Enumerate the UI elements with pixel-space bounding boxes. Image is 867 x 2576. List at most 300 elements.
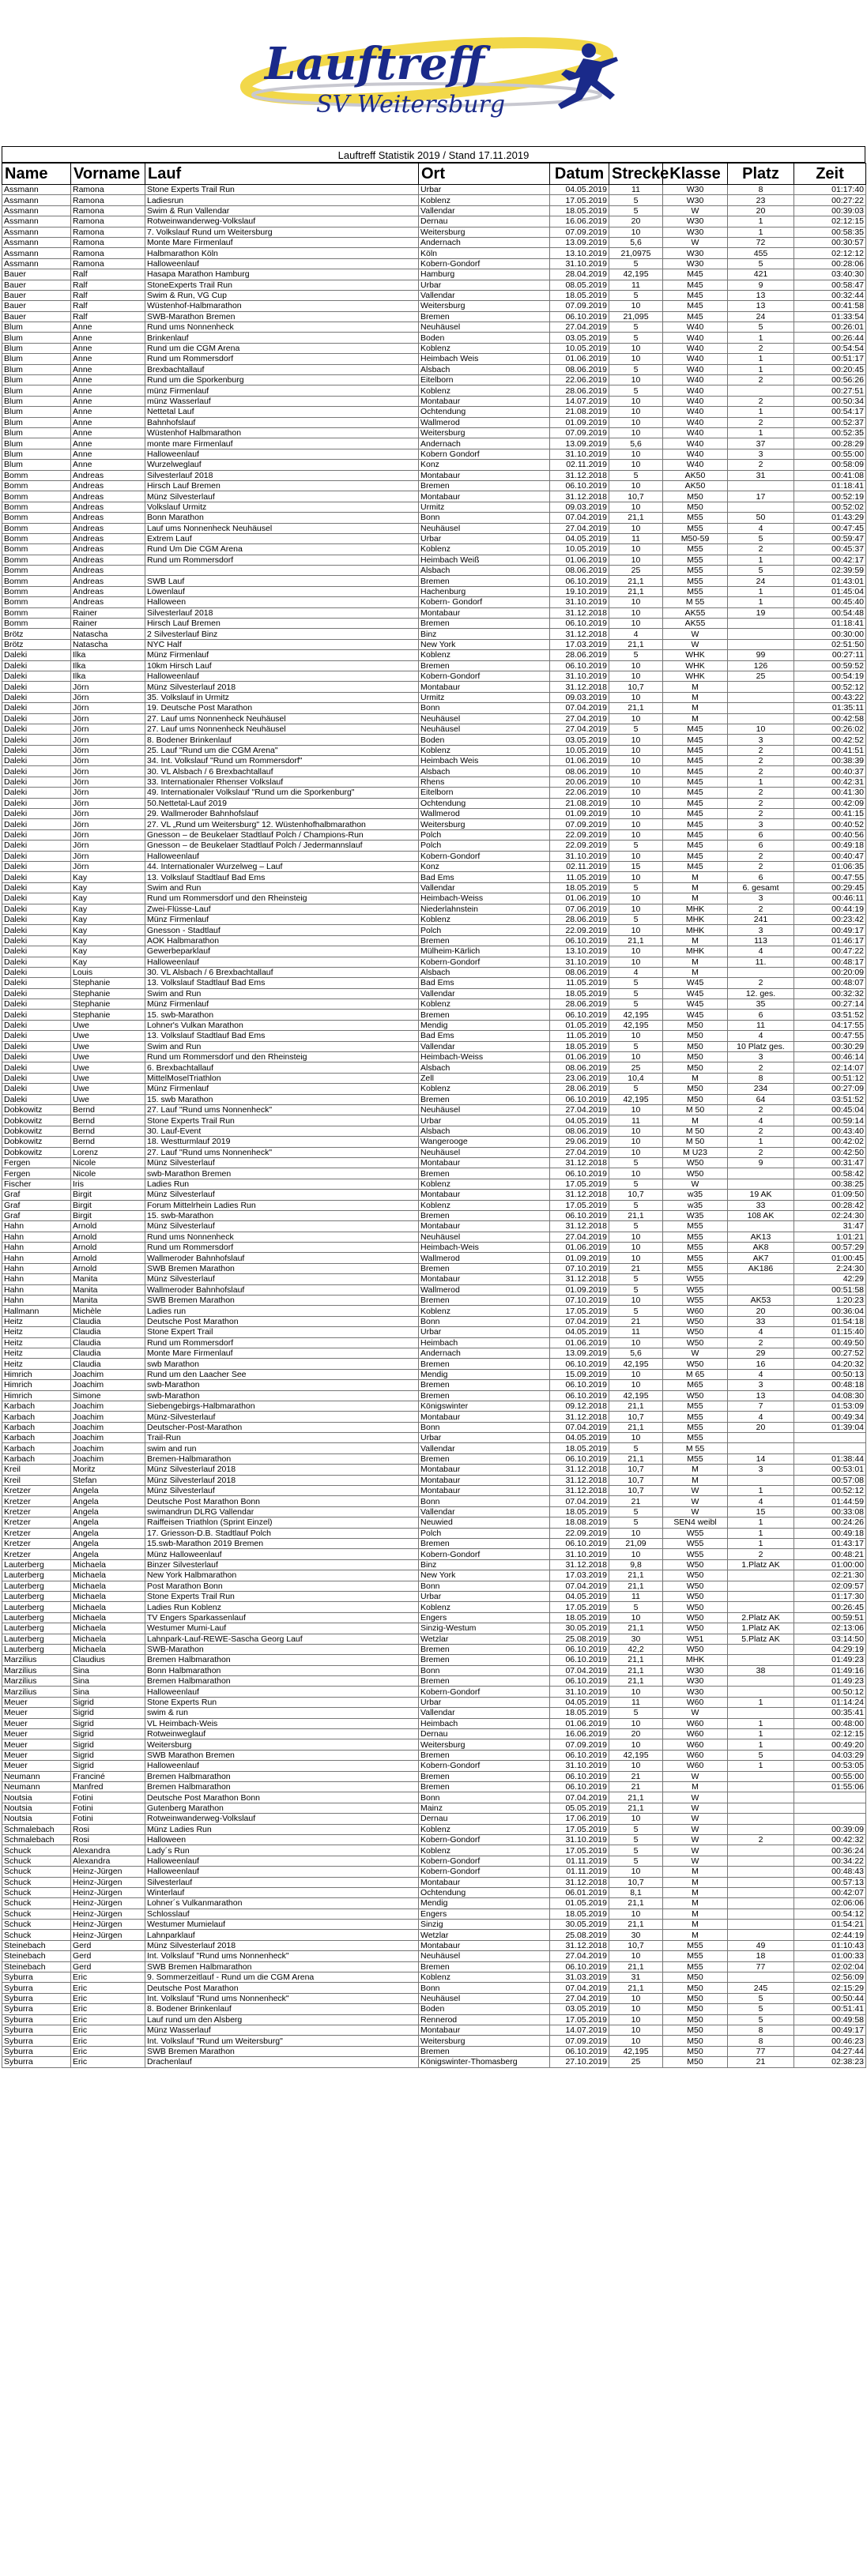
table-row [2,724,866,734]
cell-platz: 38 [728,1665,794,1675]
cell-vorname: Manita [71,1274,145,1284]
table-row [2,735,866,745]
cell-lauf: Lohner´s Vulkanmarathon [145,1898,419,1908]
table-row [2,1771,866,1781]
cell-klasse: W55 [663,1296,728,1306]
cell-zeit: 00:45:40 [794,597,866,607]
cell-platz [728,1771,794,1781]
table-row [2,1200,866,1210]
cell-ort: Wallmerod [419,809,550,819]
cell-strecke: 10 [609,660,663,671]
cell-ort: Alsbach [419,566,550,576]
cell-platz: 50 [728,513,794,523]
cell-strecke: 21 [609,1496,663,1506]
cell-vorname: Andreas [71,566,145,576]
cell-zeit: 00:38:39 [794,756,866,766]
table-row [2,777,866,787]
cell-platz [728,1920,794,1930]
cell-strecke: 20 [609,216,663,227]
cell-zeit: 00:48:07 [794,978,866,988]
cell-lauf: Halloween [145,597,419,607]
table-row [2,925,866,935]
cell-datum: 06.10.2019 [550,1390,609,1401]
cell-lauf: Deutscher-Post-Marathon [145,1422,419,1432]
table-row [2,1031,866,1041]
cell-datum: 01.06.2019 [550,756,609,766]
cell-zeit: 00:49:58 [794,2014,866,2025]
cell-vorname: Heinz-Jürgen [71,1898,145,1908]
cell-strecke: 10 [609,819,663,829]
cell-platz: 14 [728,1453,794,1464]
cell-strecke: 10 [609,2004,663,2014]
cell-name: Syburra [2,2057,71,2067]
cell-klasse: W60 [663,1306,728,1316]
cell-datum: 01.06.2019 [550,1718,609,1728]
cell-ort: Bremen [419,1539,550,1549]
cell-zeit: 00:29:45 [794,882,866,893]
cell-platz [728,967,794,977]
cell-zeit: 02:06:06 [794,1898,866,1908]
cell-name: Bomm [2,555,71,565]
cell-vorname: Joachim [71,1433,145,1443]
cell-name: Syburra [2,2004,71,2014]
cell-datum: 14.07.2019 [550,2025,609,2035]
cell-platz: 1 [728,216,794,227]
cell-klasse: W40 [663,460,728,470]
cell-name: Neumann [2,1781,71,1792]
table-row [2,756,866,766]
cell-strecke: 8,1 [609,1887,663,1897]
cell-klasse: M45 [663,798,728,808]
cell-platz: 1 [728,1729,794,1739]
cell-platz [728,1676,794,1687]
cell-platz: 6 [728,829,794,840]
cell-zeit: 02:14:07 [794,1062,866,1073]
cell-ort: Bremen [419,1390,550,1401]
cell-klasse: W [663,639,728,649]
cell-platz [728,1824,794,1834]
cell-platz: 234 [728,1084,794,1094]
cell-platz: 5 [728,2014,794,2025]
cell-platz [728,682,794,692]
cell-platz: 5 [728,2004,794,2014]
cell-klasse: M50 [663,2036,728,2046]
cell-lauf: Int. Volkslauf "Rund ums Nonnenheck" [145,1951,419,1961]
table-row [2,766,866,777]
cell-strecke: 11 [609,1697,663,1707]
cell-lauf: MittelMoselTriathlon [145,1073,419,1083]
cell-lauf: Rund ums Nonnenheck [145,1232,419,1242]
cell-ort: Bremen [419,1676,550,1687]
cell-datum: 22.09.2019 [550,1528,609,1538]
cell-datum: 08.06.2019 [550,566,609,576]
cell-platz: 1 [728,1697,794,1707]
cell-strecke: 5 [609,1306,663,1316]
cell-datum: 07.04.2019 [550,703,609,713]
col-header-zeit: Zeit [794,164,866,185]
cell-strecke: 5,6 [609,237,663,247]
table-row [2,480,866,491]
cell-zeit: 00:49:18 [794,840,866,851]
cell-klasse: M [663,1867,728,1877]
table-row [2,597,866,607]
cell-name: Kreil [2,1475,71,1485]
cell-datum: 31.10.2019 [550,449,609,459]
cell-ort: Bonn [419,1665,550,1675]
cell-lauf: 50.Nettetal-Lauf 2019 [145,798,419,808]
cell-datum: 27.04.2019 [550,1147,609,1157]
cell-klasse: M55 [663,586,728,596]
cell-platz: 12. ges. [728,988,794,998]
table-row [2,1453,866,1464]
table-row [2,1750,866,1760]
cell-zeit: 00:52:12 [794,682,866,692]
table-row [2,1390,866,1401]
cell-name: Bomm [2,619,71,629]
cell-zeit: 01:00:45 [794,1253,866,1263]
cell-vorname: Natascha [71,629,145,639]
cell-ort: Koblenz [419,1824,550,1834]
cell-zeit: 00:49:17 [794,2025,866,2035]
cell-zeit: 00:42:07 [794,1887,866,1897]
cell-klasse: AK50 [663,470,728,480]
cell-strecke: 10 [609,756,663,766]
cell-name: Himrich [2,1390,71,1401]
cell-klasse: WHK [663,650,728,660]
cell-platz: 2 [728,851,794,861]
cell-zeit: 01:54:18 [794,1316,866,1326]
cell-ort: Neuhäusel [419,1104,550,1115]
cell-ort: Kobern-Gondorf [419,258,550,269]
cell-platz: 3 [728,449,794,459]
cell-zeit: 01:45:04 [794,586,866,596]
cell-platz [728,703,794,713]
table-row [2,1221,866,1232]
cell-strecke: 11 [609,185,663,195]
cell-lauf: 29. Wallmeroder Bahnhofslauf [145,809,419,819]
cell-klasse: W50 [663,1168,728,1179]
cell-lauf: 27. Lauf "Rund ums Nonnenheck" [145,1147,419,1157]
cell-datum: 01.09.2019 [550,1253,609,1263]
cell-klasse: W50 [663,1316,728,1326]
cell-name: Karbach [2,1412,71,1422]
cell-strecke: 21,1 [609,1898,663,1908]
cell-vorname: Anne [71,460,145,470]
cell-name: Bomm [2,533,71,543]
cell-datum: 09.12.2018 [550,1401,609,1411]
cell-name: Schmalebach [2,1834,71,1845]
cell-strecke: 31 [609,1972,663,1983]
cell-strecke: 21,0975 [609,248,663,258]
cell-vorname: Anne [71,375,145,385]
cell-lauf: AOK Halbmarathon [145,935,419,946]
cell-vorname: Kay [71,935,145,946]
cell-zeit: 00:49:17 [794,925,866,935]
cell-vorname: Michaela [71,1570,145,1581]
cell-vorname: Jörn [71,756,145,766]
table-row [2,978,866,988]
cell-strecke: 10 [609,227,663,237]
cell-zeit: 02:38:23 [794,2057,866,2067]
cell-datum: 31.12.2018 [550,491,609,502]
cell-zeit: 02:21:30 [794,1570,866,1581]
cell-lauf: Halloweenlauf [145,957,419,967]
cell-klasse: WHK [663,671,728,681]
cell-klasse: M55 [663,1453,728,1464]
cell-name: Daleki [2,660,71,671]
cell-ort: Bonn [419,703,550,713]
cell-klasse: M50 [663,1983,728,1993]
cell-name: Meuer [2,1708,71,1718]
cell-strecke: 42,195 [609,1010,663,1020]
cell-name: Syburra [2,1993,71,2003]
cell-strecke: 5 [609,1157,663,1168]
cell-lauf: Ladiesrun [145,195,419,205]
table-row [2,502,866,512]
table-row [2,513,866,523]
cell-lauf: Bremen Halbmarathon [145,1781,419,1792]
cell-datum: 18.05.2019 [550,1041,609,1051]
cell-strecke: 5,6 [609,438,663,449]
cell-lauf [145,566,419,576]
cell-datum: 01.06.2019 [550,1243,609,1253]
cell-ort: Kobern-Gondorf [419,851,550,861]
cell-datum: 03.05.2019 [550,735,609,745]
cell-name: Fischer [2,1179,71,1189]
cell-vorname: Louis [71,967,145,977]
cell-klasse: W60 [663,1729,728,1739]
cell-vorname: Stefan [71,1475,145,1485]
cell-strecke: 5 [609,1856,663,1866]
table-row [2,333,866,343]
cell-platz: 11. [728,957,794,967]
cell-name: Hahn [2,1296,71,1306]
cell-klasse: AK50 [663,480,728,491]
cell-vorname: Angela [71,1517,145,1528]
cell-klasse: W [663,1824,728,1834]
table-row [2,576,866,586]
cell-zeit: 02:51:50 [794,639,866,649]
cell-lauf: 35. Volkslauf in Urmitz [145,692,419,702]
cell-name: Schuck [2,1887,71,1897]
cell-platz: 2 [728,766,794,777]
cell-ort: Kobern-Gondorf [419,1867,550,1877]
cell-ort: Heimbach [419,1718,550,1728]
cell-name: Daleki [2,914,71,924]
cell-platz [728,1274,794,1284]
cell-datum: 27.04.2019 [550,1104,609,1115]
cell-ort: Neuhäusel [419,1232,550,1242]
cell-zeit: 02:15:29 [794,1983,866,1993]
cell-vorname: Ilka [71,671,145,681]
cell-zeit: 00:42:58 [794,713,866,724]
cell-klasse: W [663,1856,728,1866]
cell-vorname: Uwe [71,1062,145,1073]
cell-vorname: Michaela [71,1559,145,1570]
cell-vorname: Rainer [71,619,145,629]
table-row [2,1380,866,1390]
cell-zeit: 00:40:47 [794,851,866,861]
cell-name: Assmann [2,205,71,216]
cell-klasse: W55 [663,1284,728,1295]
cell-lauf: Gewerbeparklauf [145,946,419,957]
cell-klasse: W [663,1771,728,1781]
cell-datum: 08.06.2019 [550,967,609,977]
cell-zeit: 01:17:30 [794,1591,866,1601]
cell-zeit: 00:57:29 [794,1243,866,1253]
cell-vorname: Andreas [71,502,145,512]
cell-name: Daleki [2,777,71,787]
cell-strecke: 21,1 [609,1210,663,1220]
cell-name: Syburra [2,1972,71,1983]
cell-platz: 455 [728,248,794,258]
cell-vorname: Fotini [71,1814,145,1824]
cell-platz: 4 [728,1496,794,1506]
cell-vorname: Ramona [71,227,145,237]
cell-strecke: 10 [609,354,663,364]
cell-ort: Polch [419,840,550,851]
cell-lauf: Münz-Silvesterlauf [145,1412,419,1422]
cell-ort: Bremen [419,1644,550,1654]
cell-lauf: Siebengebirgs-Halbmarathon [145,1401,419,1411]
cell-strecke: 10 [609,1253,663,1263]
cell-klasse: W50 [663,1591,728,1601]
cell-ort: Andernach [419,237,550,247]
cell-ort: Neuhäusel [419,1993,550,2003]
cell-ort: Koblenz [419,650,550,660]
cell-vorname: Sina [71,1676,145,1687]
table-header-row [2,164,866,185]
cell-zeit: 01:44:59 [794,1496,866,1506]
cell-zeit: 00:42:50 [794,1147,866,1157]
cell-lauf: Münz Silvesterlauf 2018 [145,1465,419,1475]
cell-vorname: Manita [71,1296,145,1306]
cell-ort: Bremen [419,1094,550,1104]
cell-ort: Urbar [419,1433,550,1443]
cell-lauf: Münz Firmenlauf [145,1084,419,1094]
table-row [2,185,866,195]
cell-datum: 25.08.2019 [550,1634,609,1644]
cell-vorname: Jörn [71,713,145,724]
cell-zeit: 31:47 [794,1221,866,1232]
cell-platz: 77 [728,1961,794,1972]
cell-klasse: M65 [663,1380,728,1390]
table-row [2,1792,866,1803]
cell-ort: Rennerod [419,2014,550,2025]
cell-ort: Mendig [419,1898,550,1908]
cell-lauf: 15. swb Marathon [145,1094,419,1104]
cell-name: Daleki [2,893,71,904]
cell-platz: 1 [728,354,794,364]
cell-strecke: 21 [609,1316,663,1326]
cell-zeit: 01:38:44 [794,1453,866,1464]
cell-name: Daleki [2,862,71,872]
cell-lauf: Gnesson – de Beukelaer Stadtlauf Polch / Jedermannslauf [145,840,419,851]
cell-datum: 10.05.2019 [550,544,609,555]
cell-vorname: Eric [71,2057,145,2067]
table-row [2,1781,866,1792]
cell-platz [728,1845,794,1856]
cell-zeit: 2:24:30 [794,1263,866,1273]
cell-lauf: swim & run [145,1708,419,1718]
cell-vorname: Anne [71,438,145,449]
cell-zeit: 01:39:04 [794,1422,866,1432]
cell-vorname: Anne [71,354,145,364]
cell-vorname: Heinz-Jürgen [71,1930,145,1940]
table-row [2,1655,866,1665]
cell-strecke: 5 [609,1084,663,1094]
table-row [2,1612,866,1623]
cell-klasse: M45 [663,851,728,861]
cell-zeit: 00:30:57 [794,237,866,247]
cell-platz: 24 [728,311,794,322]
cell-vorname: Ralf [71,269,145,280]
cell-ort: Urmitz [419,502,550,512]
cell-zeit: 00:49:34 [794,1412,866,1422]
cell-zeit: 00:58:35 [794,227,866,237]
cell-klasse: M 50 [663,1137,728,1147]
cell-strecke: 11 [609,1115,663,1126]
cell-lauf: 27. Lauf ums Nonnenheck Neuhäusel [145,724,419,734]
cell-klasse: M [663,1877,728,1887]
cell-klasse: M [663,1073,728,1083]
cell-datum: 07.06.2019 [550,904,609,914]
cell-ort: Neuhäusel [419,713,550,724]
cell-platz: 20 [728,1306,794,1316]
cell-ort: Urmitz [419,692,550,702]
cell-datum: 07.09.2019 [550,819,609,829]
cell-ort: Urbar [419,1115,550,1126]
cell-strecke: 10 [609,2014,663,2025]
cell-zeit: 00:36:24 [794,1845,866,1856]
cell-lauf: SWB Bremen Halbmarathon [145,1961,419,1972]
cell-strecke: 5 [609,364,663,374]
cell-datum: 08.06.2019 [550,1126,609,1136]
cell-datum: 22.09.2019 [550,840,609,851]
cell-ort: Dernau [419,1729,550,1739]
cell-lauf: 7. Volkslauf Rund um Weitersburg [145,227,419,237]
cell-vorname: Anne [71,343,145,353]
cell-vorname: Heinz-Jürgen [71,1887,145,1897]
cell-ort: Mainz [419,1803,550,1813]
cell-vorname: Jörn [71,692,145,702]
cell-klasse: W40 [663,385,728,396]
cell-lauf: Lahnparklauf [145,1930,419,1940]
cell-ort: Montabaur [419,1465,550,1475]
cell-name: Dobkowitz [2,1126,71,1136]
cell-platz [728,1867,794,1877]
cell-vorname: Claudia [71,1337,145,1348]
cell-platz: 1 [728,227,794,237]
cell-platz [728,692,794,702]
table-row [2,1687,866,1697]
cell-zeit: 01:14:24 [794,1697,866,1707]
cell-klasse: M55 [663,566,728,576]
cell-lauf: Rund ums Nonnenheck [145,322,419,333]
cell-vorname: Alexandra [71,1845,145,1856]
cell-klasse: M U23 [663,1147,728,1157]
cell-zeit: 00:32:44 [794,290,866,300]
table-row [2,205,866,216]
cell-name: Daleki [2,988,71,998]
cell-lauf: New York Halbmarathon [145,1570,419,1581]
table-row [2,1263,866,1273]
cell-zeit: 00:26:02 [794,724,866,734]
cell-zeit: 00:53:05 [794,1761,866,1771]
table-row [2,1761,866,1771]
cell-datum: 01.11.2019 [550,1867,609,1877]
cell-klasse: M50 [663,1972,728,1983]
